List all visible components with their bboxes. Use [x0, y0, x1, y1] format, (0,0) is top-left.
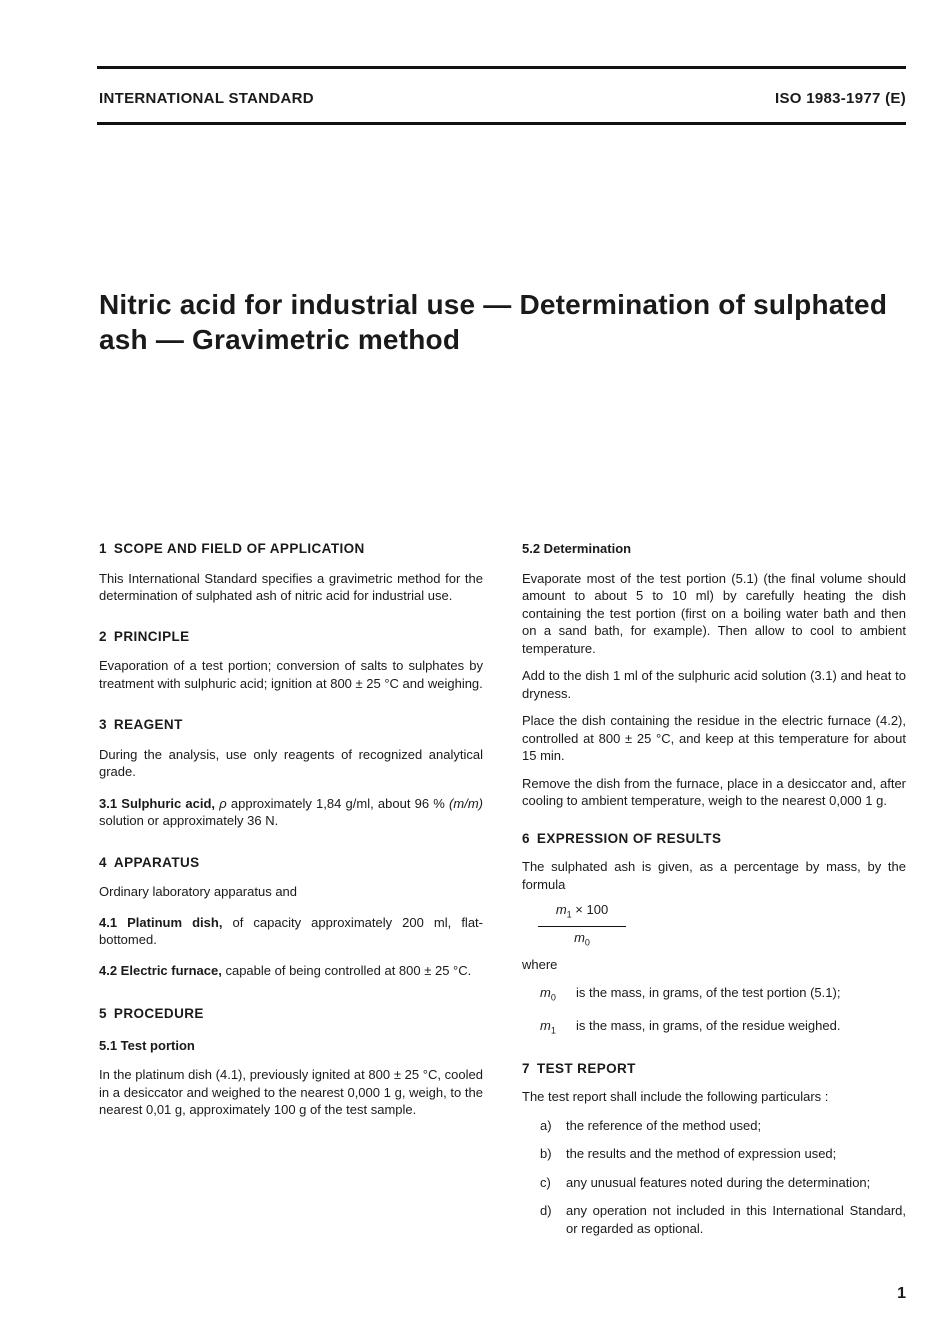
determination-paragraph-3: Place the dish containing the residue in the electric furnace (4.2), controlled at 800 ± 25 °C, and keep at this temperature for about 15 min. — [522, 713, 906, 763]
determination-paragraph-2: Add to the dish 1 ml of the sulphuric acid solution (3.1) and heat to dryness. — [522, 668, 906, 701]
determination-paragraph-1: Evaporate most of the test portion (5.1) (the final volume should amount to about 5 to 10 ml) by carefully heating the dish containing the test portion (first on a boiling water bath and then on a sand bath, for example). Then allow to cool to ambient temperature. — [522, 570, 906, 656]
subsection-4-1: 4.1 Platinum dish, of capacity approximately 200 ml, flat-bottomed. — [99, 914, 483, 947]
determination-paragraph-4: Remove the dish from the furnace, place in a desiccator and, after cooling to ambient temperature, weigh to the nearest 0,000 1 g. — [522, 775, 906, 808]
list-item: b) the results and the method of expression used; — [540, 1146, 837, 1162]
list-item: a) the reference of the method used; — [540, 1117, 762, 1133]
section-4-text: Ordinary laboratory apparatus and — [99, 884, 298, 899]
subsection-5-2-heading: 5.2 Determination — [522, 541, 632, 556]
subsection-4-2: 4.2 Electric furnace, capable of being controlled at 800 ± 25 °C. — [99, 962, 472, 978]
section-2-text: Evaporation of a test portion; conversion of salts to sulphates by treatment with sulphuric acid; ignition at 800 ± 25 °C and weighing. — [99, 658, 483, 691]
header-bottom-rule — [97, 122, 906, 125]
left-column — [99, 540, 483, 1119]
definition-m1: $m_1$ is the mass, in grams, of the residue weighed. — [540, 1017, 841, 1036]
section-7-heading: 7 TEST REPORT — [522, 1060, 636, 1076]
section-3-heading: 3 REAGENT — [99, 717, 183, 732]
section-6-text: The sulphated ash is given, as a percentage by mass, by the formula — [522, 859, 906, 892]
section-5-heading: 5 PROCEDURE — [99, 1006, 204, 1021]
subsection-5-1-heading: 5.1 Test portion — [99, 1037, 195, 1053]
section-6-heading: 6 EXPRESSION OF RESULTS — [522, 830, 722, 846]
page-number: 1 — [897, 1285, 906, 1302]
title-line-1: Nitric acid for industrial use — Determination of sulphated — [99, 289, 888, 320]
where-label: where — [522, 957, 558, 973]
title-line-2: ash — Gravimetric method — [99, 324, 461, 355]
section-7-text: The test report shall include the following particulars : — [522, 1089, 829, 1105]
subsection-5-1-text: In the platinum dish (4.1), previously ignited at 800 ± 25 °C, cooled in a desiccator and weighed to the nearest 0,000 1 g, weigh, to the nearest 0,01 g, approximately 100 g of the test sample. — [99, 1067, 483, 1117]
list-item: c) any unusual features noted during the determination; — [540, 1174, 871, 1190]
header-top-rule — [97, 66, 906, 69]
section-3-text: During the analysis, use only reagents of recognized analytical grade. — [99, 746, 483, 779]
definition-m0: $m_0$ is the mass, in grams, of the test portion (5.1); — [540, 984, 841, 1003]
subsection-3-1: 3.1 Sulphuric acid, ρ approximately 1,84 g/ml, about 96 % (m/m) solution or approximately 36 N. — [99, 795, 483, 828]
standard-number: ISO 1983-1977 (E) — [774, 90, 906, 107]
list-item: d) any operation not included in this International Standard, or regarded as optional. — [540, 1203, 906, 1236]
standard-type-label: INTERNATIONAL STANDARD — [99, 90, 314, 107]
section-1-text: This International Standard specifies a gravimetric method for the determination of sulphated ash of nitric acid for industrial use. — [99, 570, 483, 603]
section-2-heading: 2 PRINCIPLE — [99, 628, 190, 644]
section-4-heading: 4 APPARATUS — [99, 854, 200, 870]
formula — [538, 901, 626, 952]
formula-numerator: $m_1 \times 100$ — [538, 901, 626, 927]
section-1-heading: 1 SCOPE AND FIELD OF APPLICATION — [99, 541, 365, 556]
right-column — [522, 540, 906, 1237]
document-title — [99, 287, 899, 357]
formula-denominator: $m_0$ — [574, 930, 590, 948]
